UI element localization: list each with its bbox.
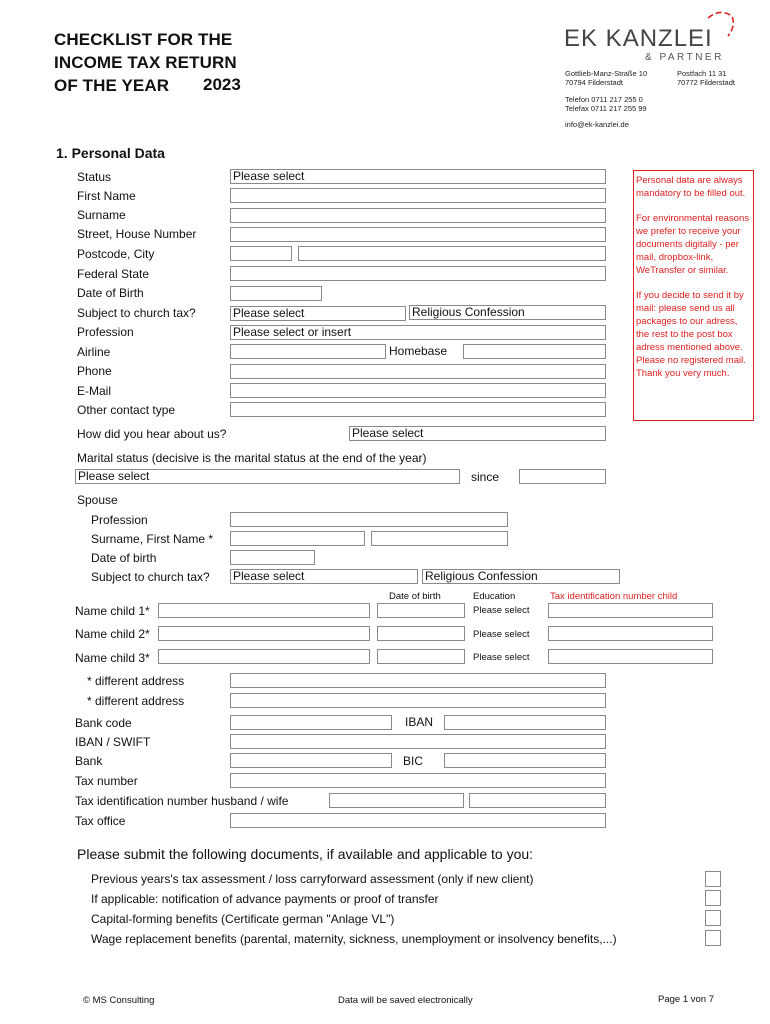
doc-item-1-checkbox[interactable] xyxy=(705,871,721,887)
bic-input[interactable] xyxy=(444,753,606,768)
child1-name-input[interactable] xyxy=(158,603,370,618)
tax-office-input[interactable] xyxy=(230,813,606,828)
tax-number-input[interactable] xyxy=(230,773,606,788)
spouse-profession-input[interactable] xyxy=(230,512,508,527)
spouse-church-select[interactable]: Please select xyxy=(230,569,418,584)
bank-code-label: Bank code xyxy=(75,716,132,730)
phone-label: Phone xyxy=(77,364,112,378)
pobox: Postfach 11 31 xyxy=(677,69,727,78)
doc-item-2-checkbox[interactable] xyxy=(705,890,721,906)
footer-page-number: Page 1 von 7 xyxy=(658,994,714,1005)
address-block xyxy=(565,69,647,87)
bank-label: Bank xyxy=(75,754,103,768)
col-education-header: Education xyxy=(473,591,516,602)
address-city: 70794 Filderstadt xyxy=(565,78,623,87)
child3-dob-input[interactable] xyxy=(377,649,465,664)
note-environment: For environmental reasons we prefer to receive your documents digitally - per mail, dropbox-link, WeTransfer or similar. xyxy=(636,213,749,276)
title-line-3: OF THE YEAR xyxy=(54,76,170,95)
iban-label: IBAN xyxy=(405,715,434,729)
surname-input[interactable] xyxy=(230,208,606,223)
logo-swoosh-icon xyxy=(702,8,736,42)
profession-label: Profession xyxy=(77,325,134,339)
street-label: Street, House Number xyxy=(77,227,197,241)
religious-confession-select[interactable]: Religious Confession xyxy=(409,305,606,320)
title-line-2: INCOME TAX RETURN xyxy=(54,53,237,72)
city-input[interactable] xyxy=(298,246,606,261)
spouse-name-label: Surname, First Name * xyxy=(91,532,214,546)
child1-taxid-input[interactable] xyxy=(548,603,713,618)
dob-label: Date of Birth xyxy=(77,286,144,300)
child3-taxid-input[interactable] xyxy=(548,649,713,664)
note-mandatory: Personal data are always mandatory to be filled out. xyxy=(636,175,746,199)
address-street: Gottlieb-Manz-Straße 10 xyxy=(565,69,648,78)
contact-email: info@ek-kanzlei.de xyxy=(565,120,629,129)
status-select[interactable]: Please select xyxy=(230,169,606,184)
dob-input[interactable] xyxy=(230,286,322,301)
doc-item-3: Capital-forming benefits (Certificate german "Anlage VL") xyxy=(91,912,395,926)
pobox-city: 70772 Filderstadt xyxy=(677,78,735,87)
federal-state-label: Federal State xyxy=(77,267,150,281)
homebase-label: Homebase xyxy=(389,344,448,358)
child3-education-select[interactable]: Please select xyxy=(468,650,544,665)
marital-select[interactable]: Please select xyxy=(75,469,460,484)
bank-input[interactable] xyxy=(230,753,392,768)
spouse-surname-input[interactable] xyxy=(230,531,365,546)
bic-label: BIC xyxy=(403,754,424,768)
spouse-religious-select[interactable]: Religious Confession xyxy=(422,569,620,584)
postcode-label: Postcode, City xyxy=(77,247,155,261)
documents-heading: Please submit the following documents, if available and applicable to you: xyxy=(77,846,534,862)
postcode-input[interactable] xyxy=(230,246,292,261)
logo-text: EK KANZLEI xyxy=(564,25,713,52)
church-tax-label: Subject to church tax? xyxy=(77,306,196,320)
logo-subtext: & PARTNER xyxy=(645,52,724,63)
doc-item-1: Previous years's tax assessment / loss carryforward assessment (only if new client) xyxy=(91,872,534,886)
airline-input[interactable] xyxy=(230,344,386,359)
iban-swift-input[interactable] xyxy=(230,734,606,749)
first-name-input[interactable] xyxy=(230,188,606,203)
airline-label: Airline xyxy=(77,345,111,359)
email-input[interactable] xyxy=(230,383,606,398)
bank-code-input[interactable] xyxy=(230,715,392,730)
pobox-block xyxy=(677,69,735,87)
doc-item-4: Wage replacement benefits (parental, maternity, sickness, unemployment or insolvency benefits,...) xyxy=(91,932,617,946)
profession-select[interactable]: Please select or insert xyxy=(230,325,606,340)
other-contact-label: Other contact type xyxy=(77,403,176,417)
first-name-label: First Name xyxy=(77,189,136,203)
hear-about-select[interactable]: Please select xyxy=(349,426,606,441)
since-label: since xyxy=(471,470,500,484)
diff-address-input-1[interactable] xyxy=(230,673,606,688)
since-input[interactable] xyxy=(519,469,606,484)
spouse-church-label: Subject to church tax? xyxy=(91,570,210,584)
child2-name-input[interactable] xyxy=(158,626,370,641)
info-note xyxy=(633,170,754,421)
spouse-profession-label: Profession xyxy=(91,513,148,527)
footer-notice: Data will be saved electronically xyxy=(338,995,473,1006)
doc-item-4-checkbox[interactable] xyxy=(705,930,721,946)
child2-dob-input[interactable] xyxy=(377,626,465,641)
federal-state-input[interactable] xyxy=(230,266,606,281)
contact-fax: Telefax 0711 217 255 99 xyxy=(565,104,647,113)
status-label: Status xyxy=(77,170,112,184)
tax-year: 2023 xyxy=(203,75,241,94)
contact-phone: Telefon 0711 217 255 0 xyxy=(565,95,643,104)
church-tax-select[interactable]: Please select xyxy=(230,306,406,321)
other-contact-input[interactable] xyxy=(230,402,606,417)
hear-about-label: How did you hear about us? xyxy=(77,427,227,441)
diff-address-label-1: * different address xyxy=(87,674,185,688)
tax-number-label: Tax number xyxy=(75,774,138,788)
doc-item-2: If applicable: notification of advance payments or proof of transfer xyxy=(91,892,439,906)
child3-label: Name child 3* xyxy=(75,651,150,665)
spouse-label: Spouse xyxy=(77,493,118,507)
section-heading: 1. Personal Data xyxy=(56,145,165,161)
tax-office-label: Tax office xyxy=(75,814,126,828)
diff-address-label-2: * different address xyxy=(87,694,185,708)
note-mail: If you decide to send it by mail: please send us all packages to our adress, the rest to the post box adress mentioned above. Please no registered mail. Thank you very much. xyxy=(636,290,746,379)
diff-address-input-2[interactable] xyxy=(230,693,606,708)
tax-id-wife-input[interactable] xyxy=(469,793,606,808)
phone-block xyxy=(565,95,647,113)
tax-id-hw-label: Tax identification number husband / wife xyxy=(75,794,289,808)
street-input[interactable] xyxy=(230,227,606,242)
spouse-firstname-input[interactable] xyxy=(371,531,508,546)
child1-label: Name child 1* xyxy=(75,604,150,618)
child1-dob-input[interactable] xyxy=(377,603,465,618)
spouse-dob-label: Date of birth xyxy=(91,551,157,565)
child2-taxid-input[interactable] xyxy=(548,626,713,641)
homebase-input[interactable] xyxy=(463,344,606,359)
marital-label: Marital status (decisive is the marital status at the end of the year) xyxy=(77,451,427,465)
phone-input[interactable] xyxy=(230,364,606,379)
col-taxid-header: Tax identification number child xyxy=(550,591,678,602)
footer-copyright: © MS Consulting xyxy=(83,995,155,1006)
title-line-1: CHECKLIST FOR THE xyxy=(54,30,233,49)
iban-swift-label: IBAN / SWIFT xyxy=(75,735,151,749)
child2-education-select[interactable]: Please select xyxy=(468,627,544,642)
child1-education-select[interactable]: Please select xyxy=(468,603,544,618)
email-label: E-Mail xyxy=(77,384,112,398)
child2-label: Name child 2* xyxy=(75,627,150,641)
surname-label: Surname xyxy=(77,208,126,222)
col-dob-header: Date of birth xyxy=(389,591,441,602)
child3-name-input[interactable] xyxy=(158,649,370,664)
doc-item-3-checkbox[interactable] xyxy=(705,910,721,926)
iban-input[interactable] xyxy=(444,715,606,730)
spouse-dob-input[interactable] xyxy=(230,550,315,565)
tax-id-husband-input[interactable] xyxy=(329,793,464,808)
